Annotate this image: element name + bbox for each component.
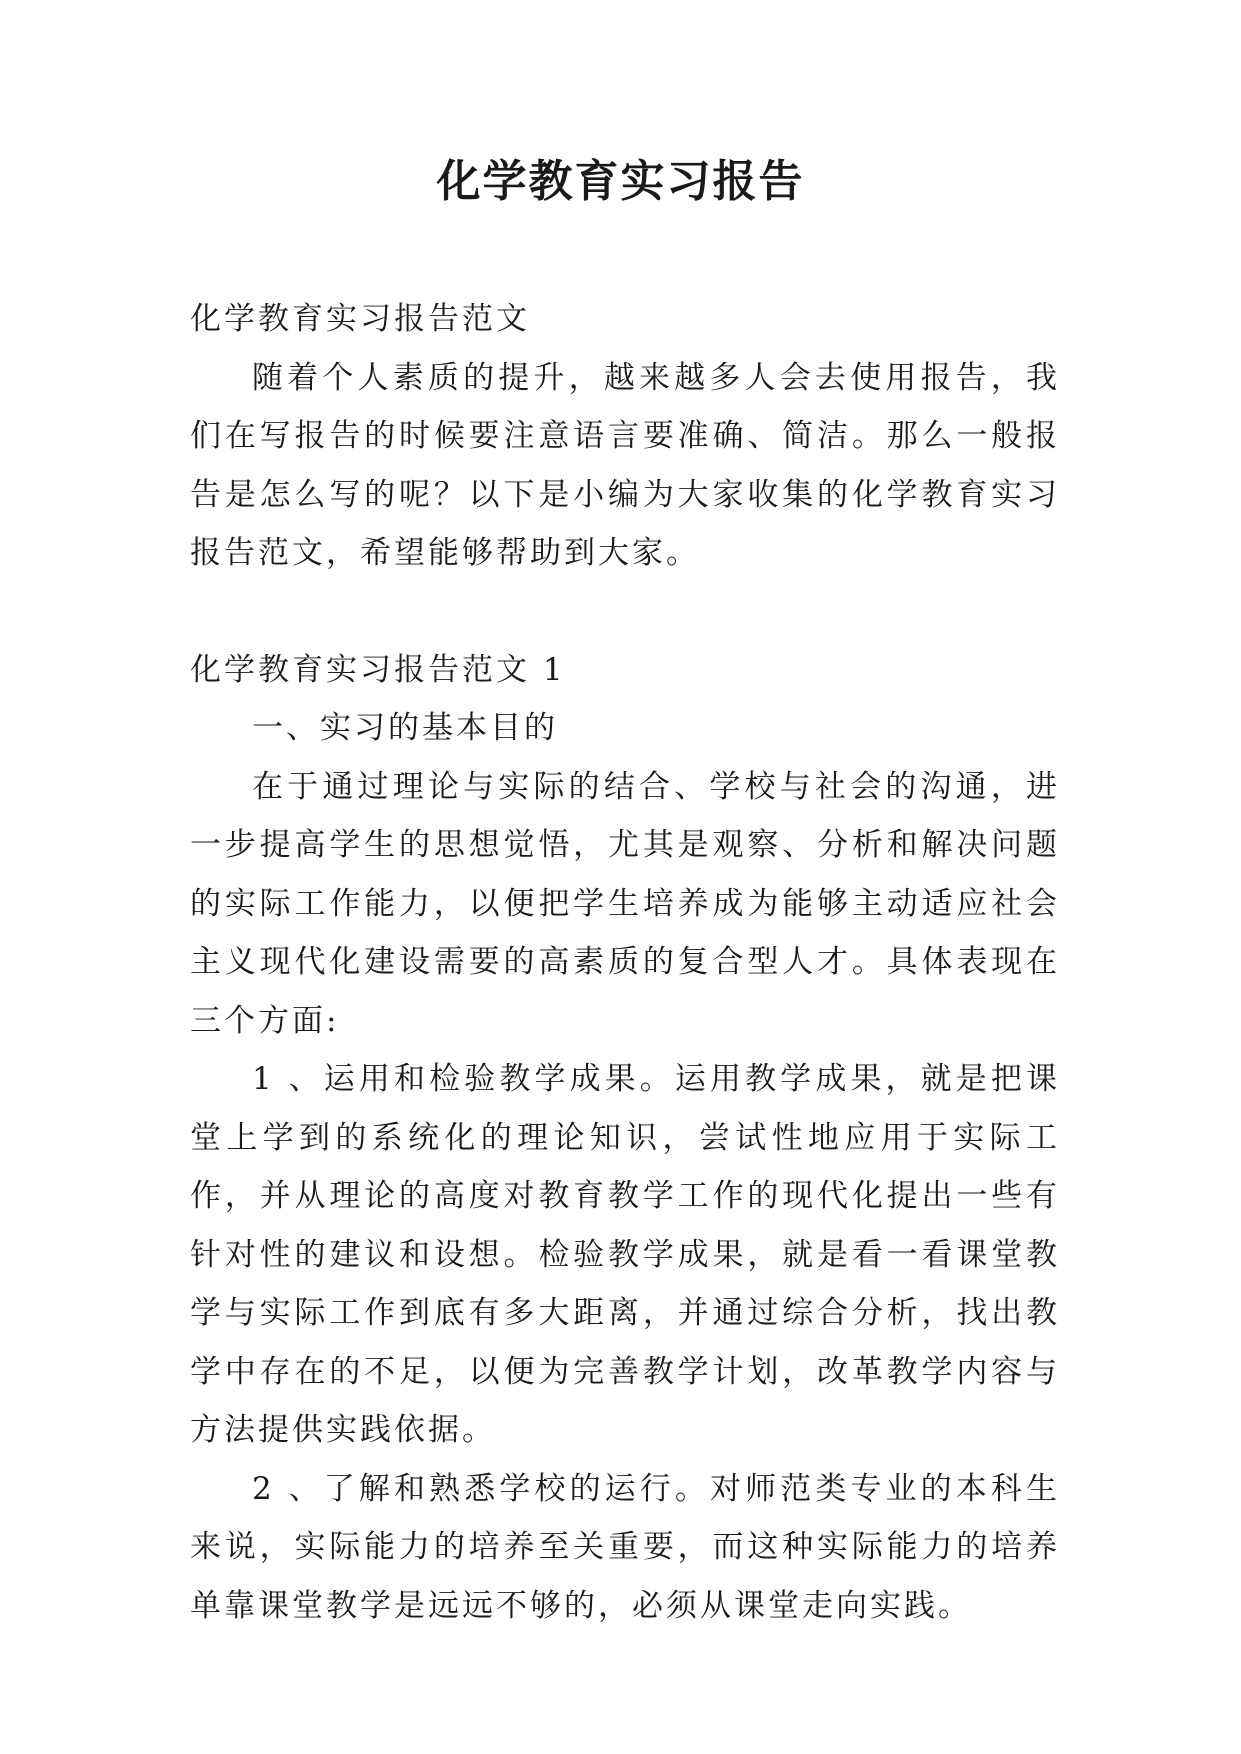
document-body: [190, 290, 1060, 1635]
document-title: 化学教育实习报告: [436, 156, 805, 207]
section-heading: 化学教育实习报告范文 1: [190, 651, 566, 688]
intro-paragraph: 随着个人素质的提升，越来越多人会去使用报告，我们在写报告的时候要注意语言要准确、简洁。那么一般报告是怎么写的呢？以下是小编为大家收集的化学教育实习报告范文，希望能够帮助到大家。: [190, 359, 1060, 571]
section-spacer: [190, 583, 1060, 641]
document-subtitle: 化学教育实习报告范文: [190, 301, 530, 337]
purpose-paragraph: 在于通过理论与实际的结合、学校与社会的沟通，进一步提高学生的思想觉悟，尤其是观察、分析和解决问题的实际工作能力，以便把学生培养成为能够主动适应社会主义现代化建设需要的高素质的复合型人才。具体表现在三个方面:: [190, 768, 1060, 1039]
sub-heading: 一、实习的基本目的: [252, 710, 558, 746]
point-1-paragraph: 1 、运用和检验教学成果。运用教学成果，就是把课堂上学到的系统化的理论知识，尝试性地应用于实际工作，并从理论的高度对教育教学工作的现代化提出一些有针对性的建议和设想。检验教学成果，就是看一看课堂教学与实际工作到底有多大距离，并通过综合分析，找出教学中存在的不足，以便为完善教学计划，改革教学内容与方法提供实践依据。: [190, 1061, 1060, 1448]
point-2-paragraph: 2 、了解和熟悉学校的运行。对师范类专业的本科生来说，实际能力的培养至关重要，而这种实际能力的培养单靠课堂教学是远远不够的，必须从课堂走向实践。: [190, 1470, 1060, 1624]
